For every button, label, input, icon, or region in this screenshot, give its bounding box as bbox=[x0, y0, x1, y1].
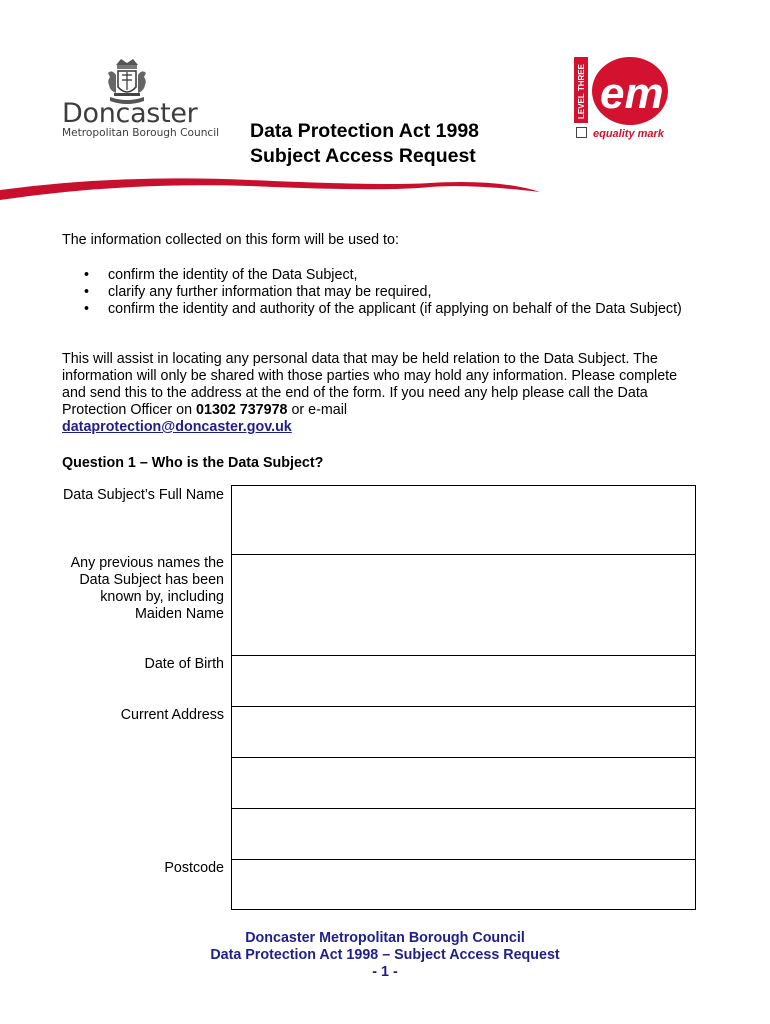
address-label: Current Address bbox=[120, 707, 224, 723]
full-name-field[interactable] bbox=[232, 486, 695, 554]
bullet-icon: • bbox=[84, 267, 90, 283]
dob-label: Date of Birth bbox=[144, 656, 224, 672]
address-line-3-field[interactable] bbox=[232, 808, 695, 860]
dob-field[interactable] bbox=[232, 655, 695, 707]
postcode-field[interactable] bbox=[232, 859, 695, 910]
document-title bbox=[250, 119, 479, 169]
data-subject-form bbox=[231, 485, 696, 910]
address-line-2-field[interactable] bbox=[232, 757, 695, 809]
title-line-2: Subject Access Request bbox=[250, 145, 476, 167]
previous-names-label: Any previous names the Data Subject has been known by, including Maiden Name bbox=[70, 555, 224, 622]
bullet-icon: • bbox=[84, 284, 90, 300]
council-subtitle: Metropolitan Borough Council bbox=[62, 127, 220, 139]
previous-names-field[interactable] bbox=[232, 554, 695, 656]
council-brand bbox=[62, 99, 219, 139]
footer-line-1: Doncaster Metropolitan Borough Council bbox=[245, 930, 525, 946]
red-swoosh-divider bbox=[0, 170, 770, 204]
page-footer bbox=[0, 930, 770, 981]
list-item: • confirm the identity and authority of the applicant (if applying on behalf of the Data Subject) bbox=[84, 301, 682, 317]
instructions-paragraph: This will assist in locating any personal data that may be held relation to the Data Subject. The information will only be shared with those parties who may hold any information. Please complete and send this to the address at the end of the form. If you need any help please call the Data Protection Officer on 01302 737978 or e-mail dataprotection@doncaster.gov.uk bbox=[62, 351, 678, 435]
email-link[interactable]: dataprotection@doncaster.gov.uk bbox=[62, 419, 292, 435]
phone-number: 01302 737978 bbox=[196, 402, 288, 418]
full-name-label: Data Subject’s Full Name bbox=[62, 487, 224, 503]
bullet-icon: • bbox=[84, 301, 90, 317]
em-level-text: LEVEL THREE bbox=[577, 64, 586, 119]
intro-text: The information collected on this form will be used to: bbox=[62, 232, 399, 248]
list-item: • confirm the identity of the Data Subject, bbox=[84, 267, 358, 283]
question-1-heading: Question 1 – Who is the Data Subject? bbox=[62, 455, 324, 471]
address-line-1-field[interactable] bbox=[232, 706, 695, 758]
equality-mark-tagline: equality mark bbox=[576, 127, 664, 140]
page-number: - 1 - bbox=[372, 964, 398, 980]
council-name: Doncaster bbox=[62, 98, 198, 129]
em-checkbox-icon bbox=[576, 127, 587, 138]
title-line-1: Data Protection Act 1998 bbox=[250, 120, 480, 142]
postcode-label: Postcode bbox=[164, 860, 224, 876]
purpose-list bbox=[62, 267, 702, 318]
em-letters: em bbox=[600, 69, 664, 118]
list-item: • clarify any further information that may be required, bbox=[84, 284, 432, 300]
footer-line-2: Data Protection Act 1998 – Subject Access Request bbox=[210, 947, 560, 963]
